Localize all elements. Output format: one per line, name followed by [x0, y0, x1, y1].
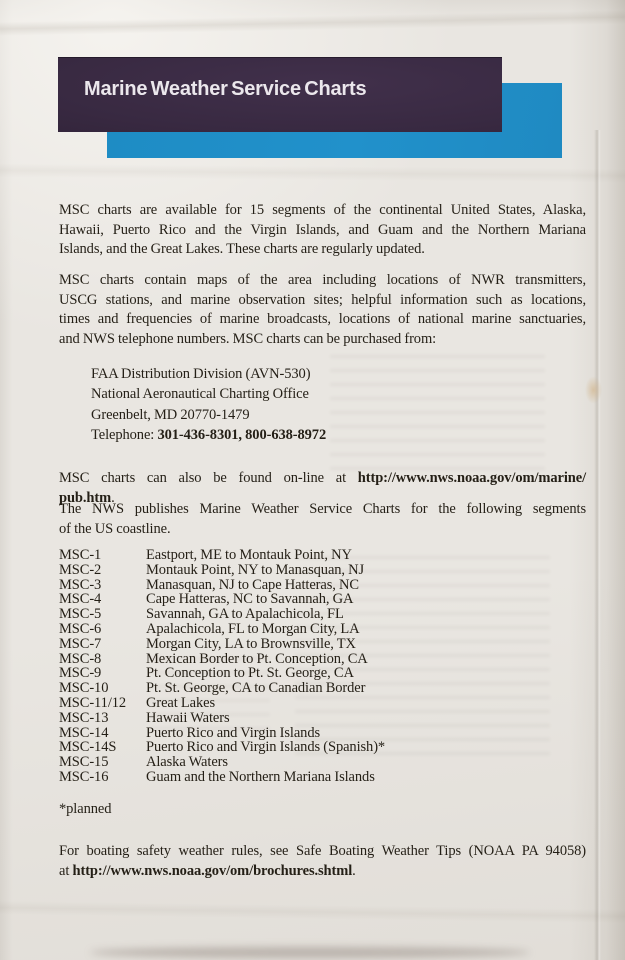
paper-wrinkle: [0, 163, 625, 182]
msc-code: MSC-14S: [59, 739, 117, 756]
msc-code: MSC-15: [59, 754, 109, 771]
msc-code: MSC-11/12: [59, 694, 127, 711]
msc-area: Mexican Border to Pt. Conception, CA: [146, 650, 368, 667]
msc-area: Manasquan, NJ to Cape Hatteras, NC: [146, 576, 359, 593]
msc-code: MSC-9: [59, 665, 102, 682]
bleed-through-artifact: [330, 355, 545, 470]
footer-prefix: at: [59, 862, 73, 879]
msc-area: Eastport, ME to Montauk Point, NY: [146, 547, 352, 563]
msc-area: Puerto Rico and Virgin Islands: [146, 724, 321, 741]
footer-url: http://www.nws.noaa.gov/om/brochures.shtml: [72, 862, 353, 879]
paragraph-line: times and frequencies of marine broadcasts, locations of national marine sanctuaries,: [59, 311, 586, 328]
paragraph-line: Hawaii, Puerto Rico and the Virgin Islands, and Guam and the Northern Mariana: [59, 221, 586, 238]
msc-area: Montauk Point, NY to Manasquan, NJ: [146, 561, 365, 578]
msc-area: Cape Hatteras, NC to Savannah, GA: [146, 591, 354, 608]
paragraph-line: Islands, and the Great Lakes. These charts are regularly updated.: [59, 241, 425, 258]
msc-area: Alaska Waters: [146, 754, 228, 771]
bleed-through-artifact: [295, 555, 550, 755]
msc-row: [59, 755, 586, 770]
paragraph-line: MSC charts are available for 15 segments of the continental United States, Alaska,: [59, 202, 586, 218]
msc-area: Pt. Conception to Pt. St. George, CA: [146, 665, 354, 682]
msc-code: MSC-2: [59, 561, 102, 578]
msc-code: MSC-13: [59, 709, 109, 726]
msc-area: Pt. St. George, CA to Canadian Border: [146, 680, 366, 697]
msc-code: MSC-1: [59, 547, 102, 563]
msc-code: MSC-8: [59, 650, 102, 667]
msc-area: Hawaii Waters: [146, 709, 230, 726]
footer-paragraph: [59, 842, 586, 881]
online-url-part1: http://www.nws.noaa.gov/om/marine/: [357, 470, 586, 486]
publishes-paragraph: [59, 500, 586, 539]
msc-code: MSC-6: [59, 620, 102, 637]
msc-area: Savannah, GA to Apalachicola, FL: [146, 606, 344, 623]
address-line-3: Greenbelt, MD 20770-1479: [91, 406, 250, 423]
paper-stain: [585, 376, 602, 404]
paragraph-line: and NWS telephone numbers. MSC charts can be purchased from:: [59, 331, 437, 348]
address-line-2: National Aeronautical Charting Office: [91, 386, 309, 403]
msc-code: MSC-16: [59, 768, 109, 785]
msc-code: MSC-14: [59, 724, 109, 741]
paper-wrinkle: [0, 10, 625, 36]
bleed-through-artifact: [150, 645, 270, 730]
msc-area: Great Lakes: [146, 694, 216, 711]
msc-row: [59, 770, 586, 785]
footer-suffix: .: [352, 862, 356, 879]
page-title: Marine Weather Service Charts: [84, 78, 367, 100]
paragraph-line: [59, 469, 586, 489]
paragraph-line: MSC charts contain maps of the area including locations of NWR transmitters,: [59, 272, 586, 288]
msc-code: MSC-3: [59, 576, 102, 593]
paragraph-line: For boating safety weather rules, see Safe Boating Weather Tips (NOAA PA 94058): [59, 843, 586, 859]
paragraph-line: of the US coastline.: [59, 520, 171, 537]
msc-code: MSC-7: [59, 635, 102, 652]
telephone-label: Telephone:: [91, 427, 158, 444]
msc-area: Guam and the Northern Mariana Islands: [146, 768, 375, 785]
header-purple-bar: [58, 57, 502, 132]
paper-crease: [594, 130, 601, 960]
msc-area: Puerto Rico and Virgin Islands (Spanish)*: [146, 739, 386, 756]
msc-code: MSC-5: [59, 606, 102, 623]
online-prefix: MSC charts can also be found on-line at: [59, 470, 358, 486]
paper-wrinkle: [0, 901, 625, 924]
telephone-numbers: 301-436-8301, 800-638-8972: [157, 427, 327, 444]
online-suffix: .: [111, 489, 115, 506]
msc-area: Morgan City, LA to Brownsville, TX: [146, 635, 356, 652]
online-url-part2: pub.htm: [59, 489, 112, 506]
address-line-1: FAA Distribution Division (AVN-530): [91, 366, 311, 382]
paragraph-line: [59, 862, 586, 882]
contents-paragraph: [59, 271, 586, 350]
intro-paragraph: [59, 201, 586, 260]
paragraph-line: The NWS publishes Marine Weather Service Charts for the following segments: [59, 501, 586, 517]
paragraph-line: USCG stations, and marine observation sites; helpful information such as locations,: [59, 291, 586, 308]
scan-edge-shadow: [90, 947, 530, 958]
msc-code: MSC-10: [59, 680, 109, 697]
msc-code: MSC-4: [59, 591, 102, 608]
footnote: *planned: [59, 801, 112, 817]
msc-area: Apalachicola, FL to Morgan City, LA: [146, 620, 360, 637]
